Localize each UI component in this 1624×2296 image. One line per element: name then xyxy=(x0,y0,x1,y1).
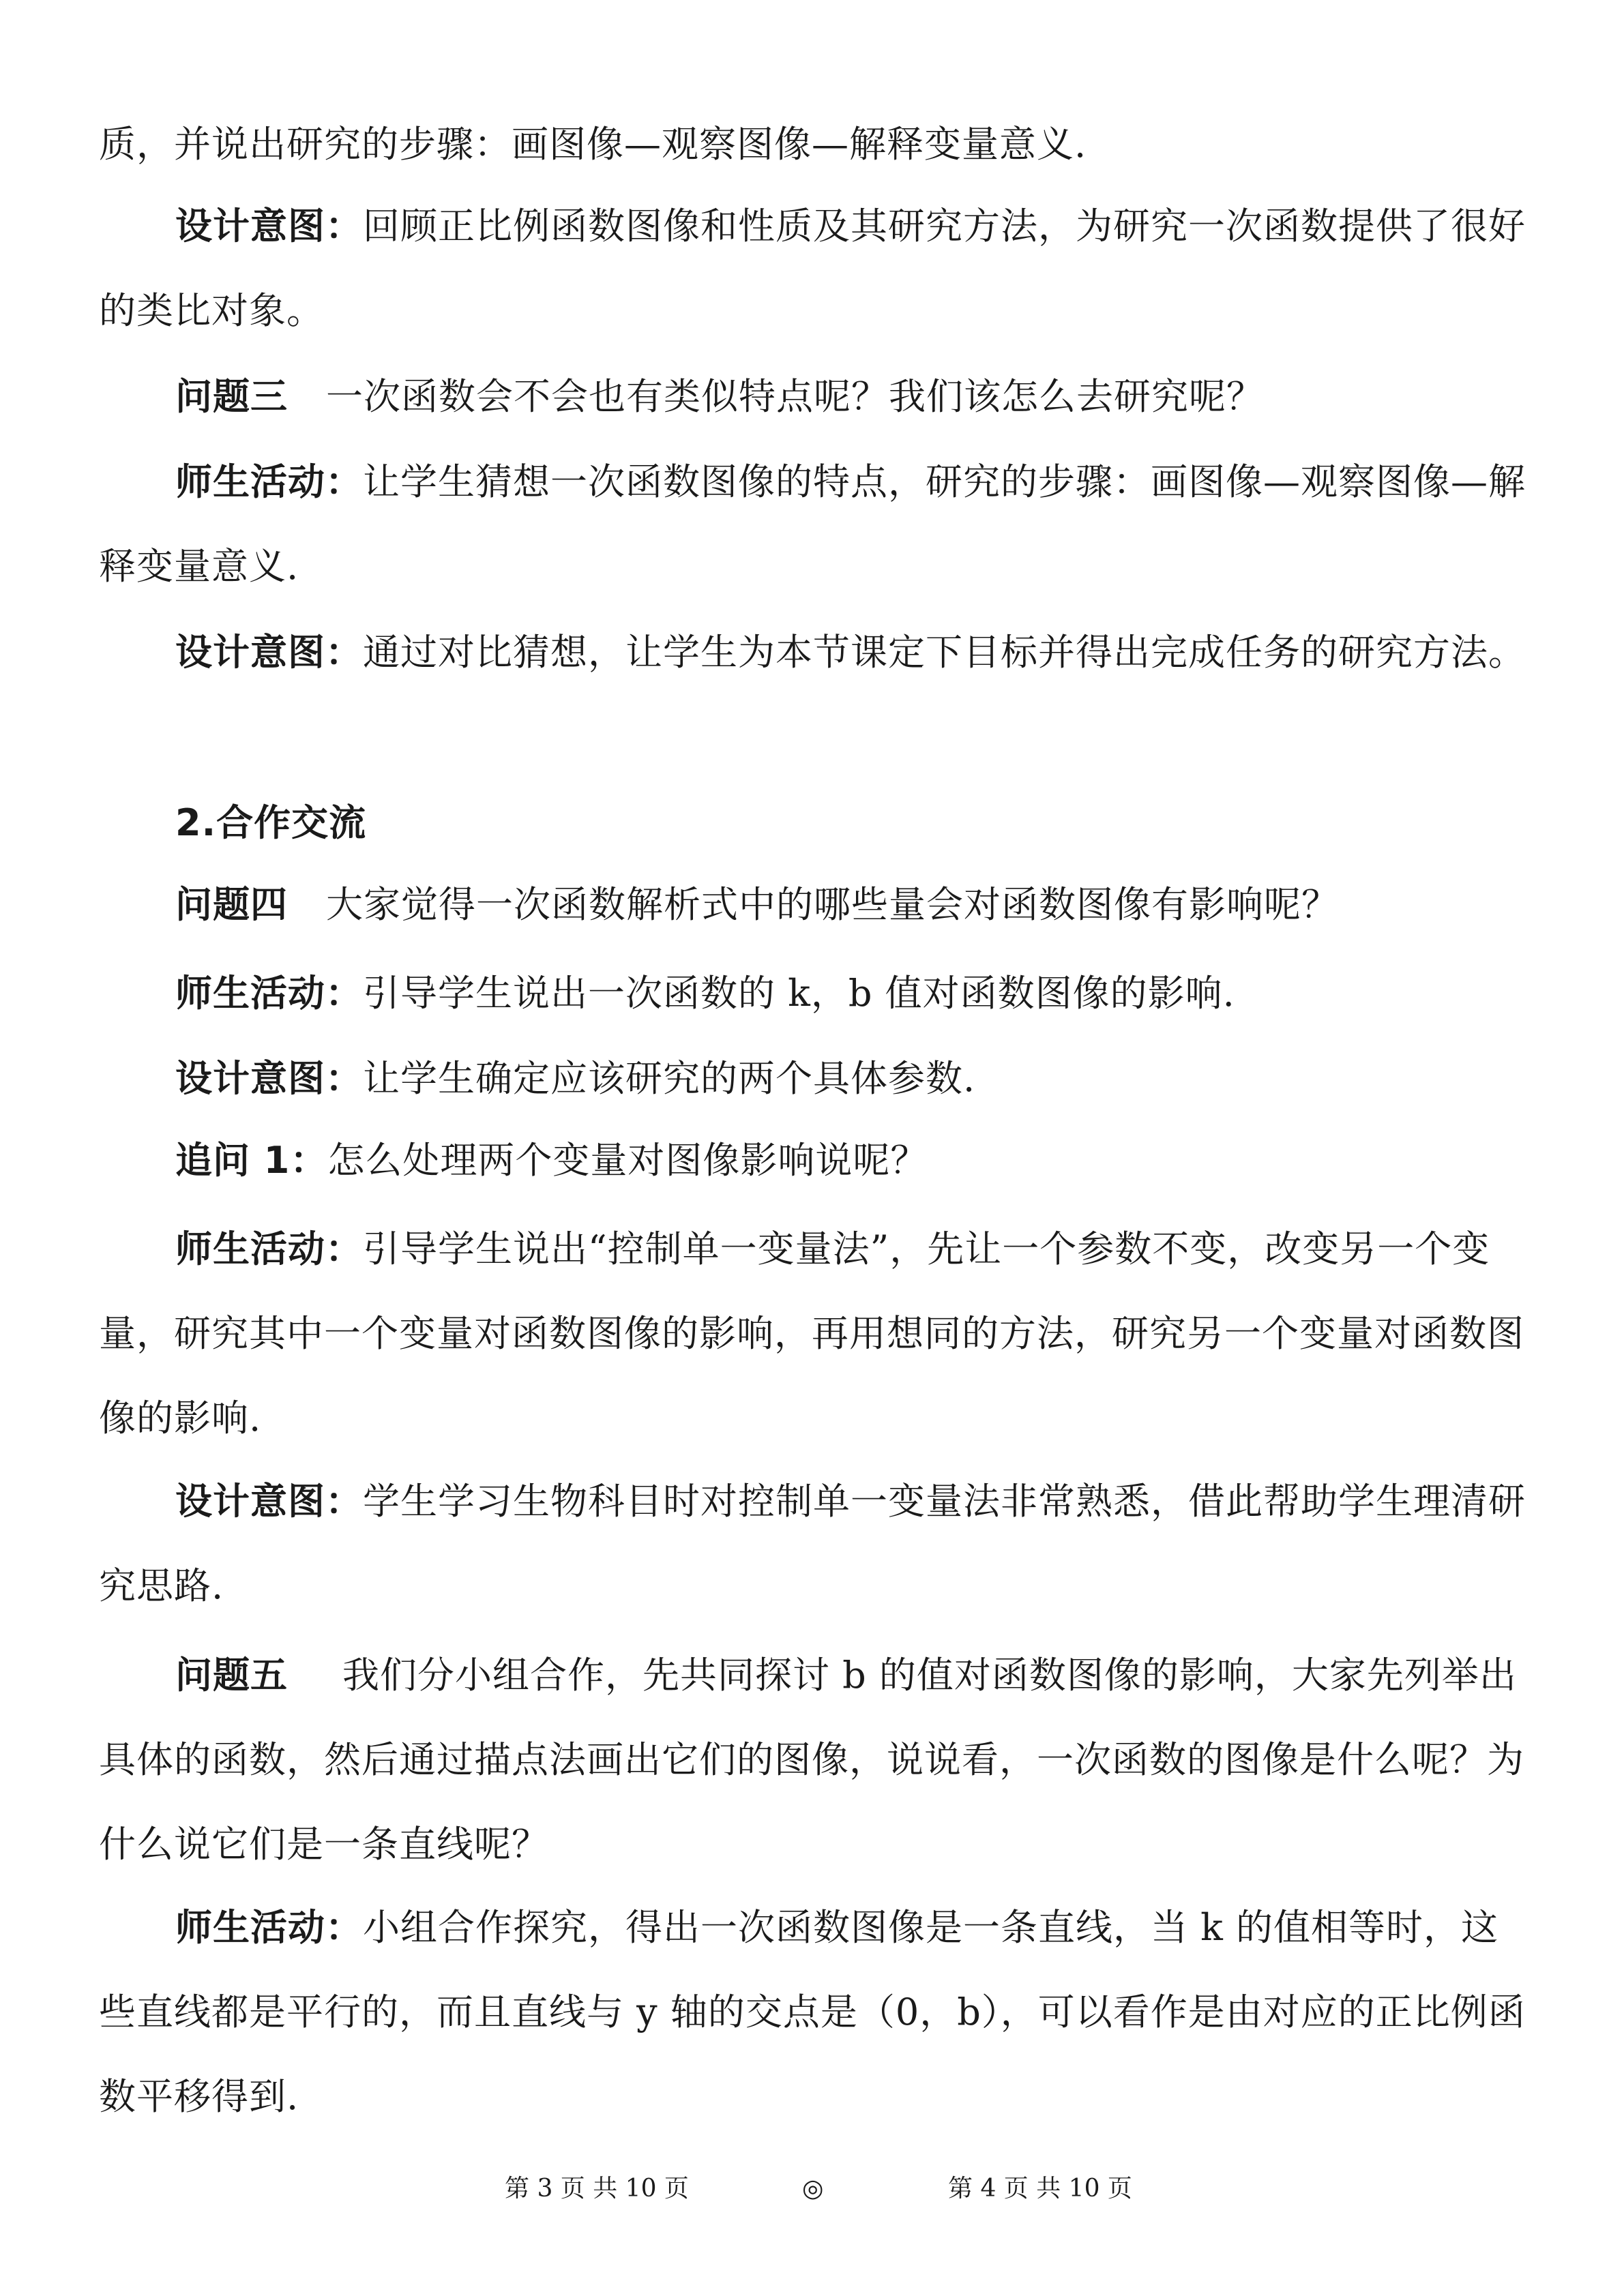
paragraph-text: 让学生确定应该研究的两个具体参数. xyxy=(363,1057,976,1100)
paragraph-label: 师生活动： xyxy=(175,972,363,1015)
paragraph-design-intent-2 xyxy=(99,610,1531,695)
footer-center-mark: ◎ xyxy=(802,2175,824,2203)
paragraph-design-intent-1 xyxy=(99,184,1531,353)
section-heading xyxy=(99,781,1531,865)
paragraph-label: 问题五 xyxy=(175,1654,288,1697)
paragraph-label: 设计意图： xyxy=(175,1057,363,1100)
paragraph-text: 回顾正比例函数图像和性质及其研究方法，为研究一次函数提供了很好的类比对象。 xyxy=(99,205,1526,332)
paragraph-continuation xyxy=(99,102,1531,187)
paragraph-text: 大家觉得一次函数解析式中的哪些量会对函数图像有影响呢？ xyxy=(326,883,1339,926)
paragraph-question-4 xyxy=(99,863,1531,947)
paragraph-text: 让学生猜想一次函数图像的特点，研究的步骤：画图像—观察图像—解释变量意义. xyxy=(99,460,1526,588)
paragraph-label: 师生活动： xyxy=(175,1227,363,1270)
paragraph-text: 学生学习生物科目时对控制单一变量法非常熟悉，借此帮助学生理清研究思路. xyxy=(99,1480,1526,1607)
paragraph-activity-2 xyxy=(99,951,1531,1036)
paragraph-question-3 xyxy=(99,355,1531,439)
paragraph-activity-3 xyxy=(99,1207,1531,1461)
paragraph-activity-1 xyxy=(99,440,1531,609)
paragraph-text: 引导学生说出一次函数的 k，b 值对函数图像的影响. xyxy=(363,972,1235,1015)
paragraph-label: 设计意图： xyxy=(175,205,363,248)
paragraph-label: 问题三 xyxy=(175,375,288,418)
paragraph-text: 质，并说出研究的步骤：画图像—观察图像—解释变量意义. xyxy=(99,123,1087,166)
paragraph-text: 小组合作探究，得出一次函数图像是一条直线，当 k 的值相等时，这些直线都是平行的，而且直线与 y 轴的交点是（0，b），可以看作是由对应的正比例函数平移得到. xyxy=(99,1906,1526,2118)
paragraph-text: 我们分小组合作，先共同探讨 b 的值对函数图像的影响，大家先列举出具体的函数，然后通过描点法画出它们的图像，说说看，一次函数的图像是什么呢？为什么说它们是一条直线呢？ xyxy=(99,1654,1524,1866)
paragraph-label: 问题四 xyxy=(175,883,288,926)
section-heading-text: 2.合作交流 xyxy=(175,801,367,844)
footer-page-left: 第 3 页 共 10 页 xyxy=(505,2175,689,2203)
paragraph-question-5 xyxy=(99,1633,1531,1887)
paragraph-activity-4 xyxy=(99,1885,1531,2139)
paragraph-text: 通过对比猜想，让学生为本节课定下目标并得出完成任务的研究方法。 xyxy=(363,631,1526,674)
paragraph-follow-up-1 xyxy=(99,1118,1531,1203)
paragraph-text: 引导学生说出“控制单一变量法”，先让一个参数不变，改变另一个变量，研究其中一个变量对函数图像的影响，再用想同的方法，研究另一个变量对函数图像的影响. xyxy=(99,1227,1524,1440)
paragraph-text: 一次函数会不会也有类似特点呢？我们该怎么去研究呢？ xyxy=(326,375,1264,418)
paragraph-label: 设计意图： xyxy=(175,631,363,674)
paragraph-label: 师生活动： xyxy=(175,460,363,503)
paragraph-label: 设计意图： xyxy=(175,1480,363,1523)
footer-page-right: 第 4 页 共 10 页 xyxy=(948,2175,1132,2203)
paragraph-design-intent-4 xyxy=(99,1459,1531,1628)
paragraph-label: 追问 1： xyxy=(175,1139,328,1182)
paragraph-text: 怎么处理两个变量对图像影响说呢？ xyxy=(327,1139,928,1182)
paragraph-design-intent-3 xyxy=(99,1037,1531,1121)
paragraph-label: 师生活动： xyxy=(175,1906,363,1949)
